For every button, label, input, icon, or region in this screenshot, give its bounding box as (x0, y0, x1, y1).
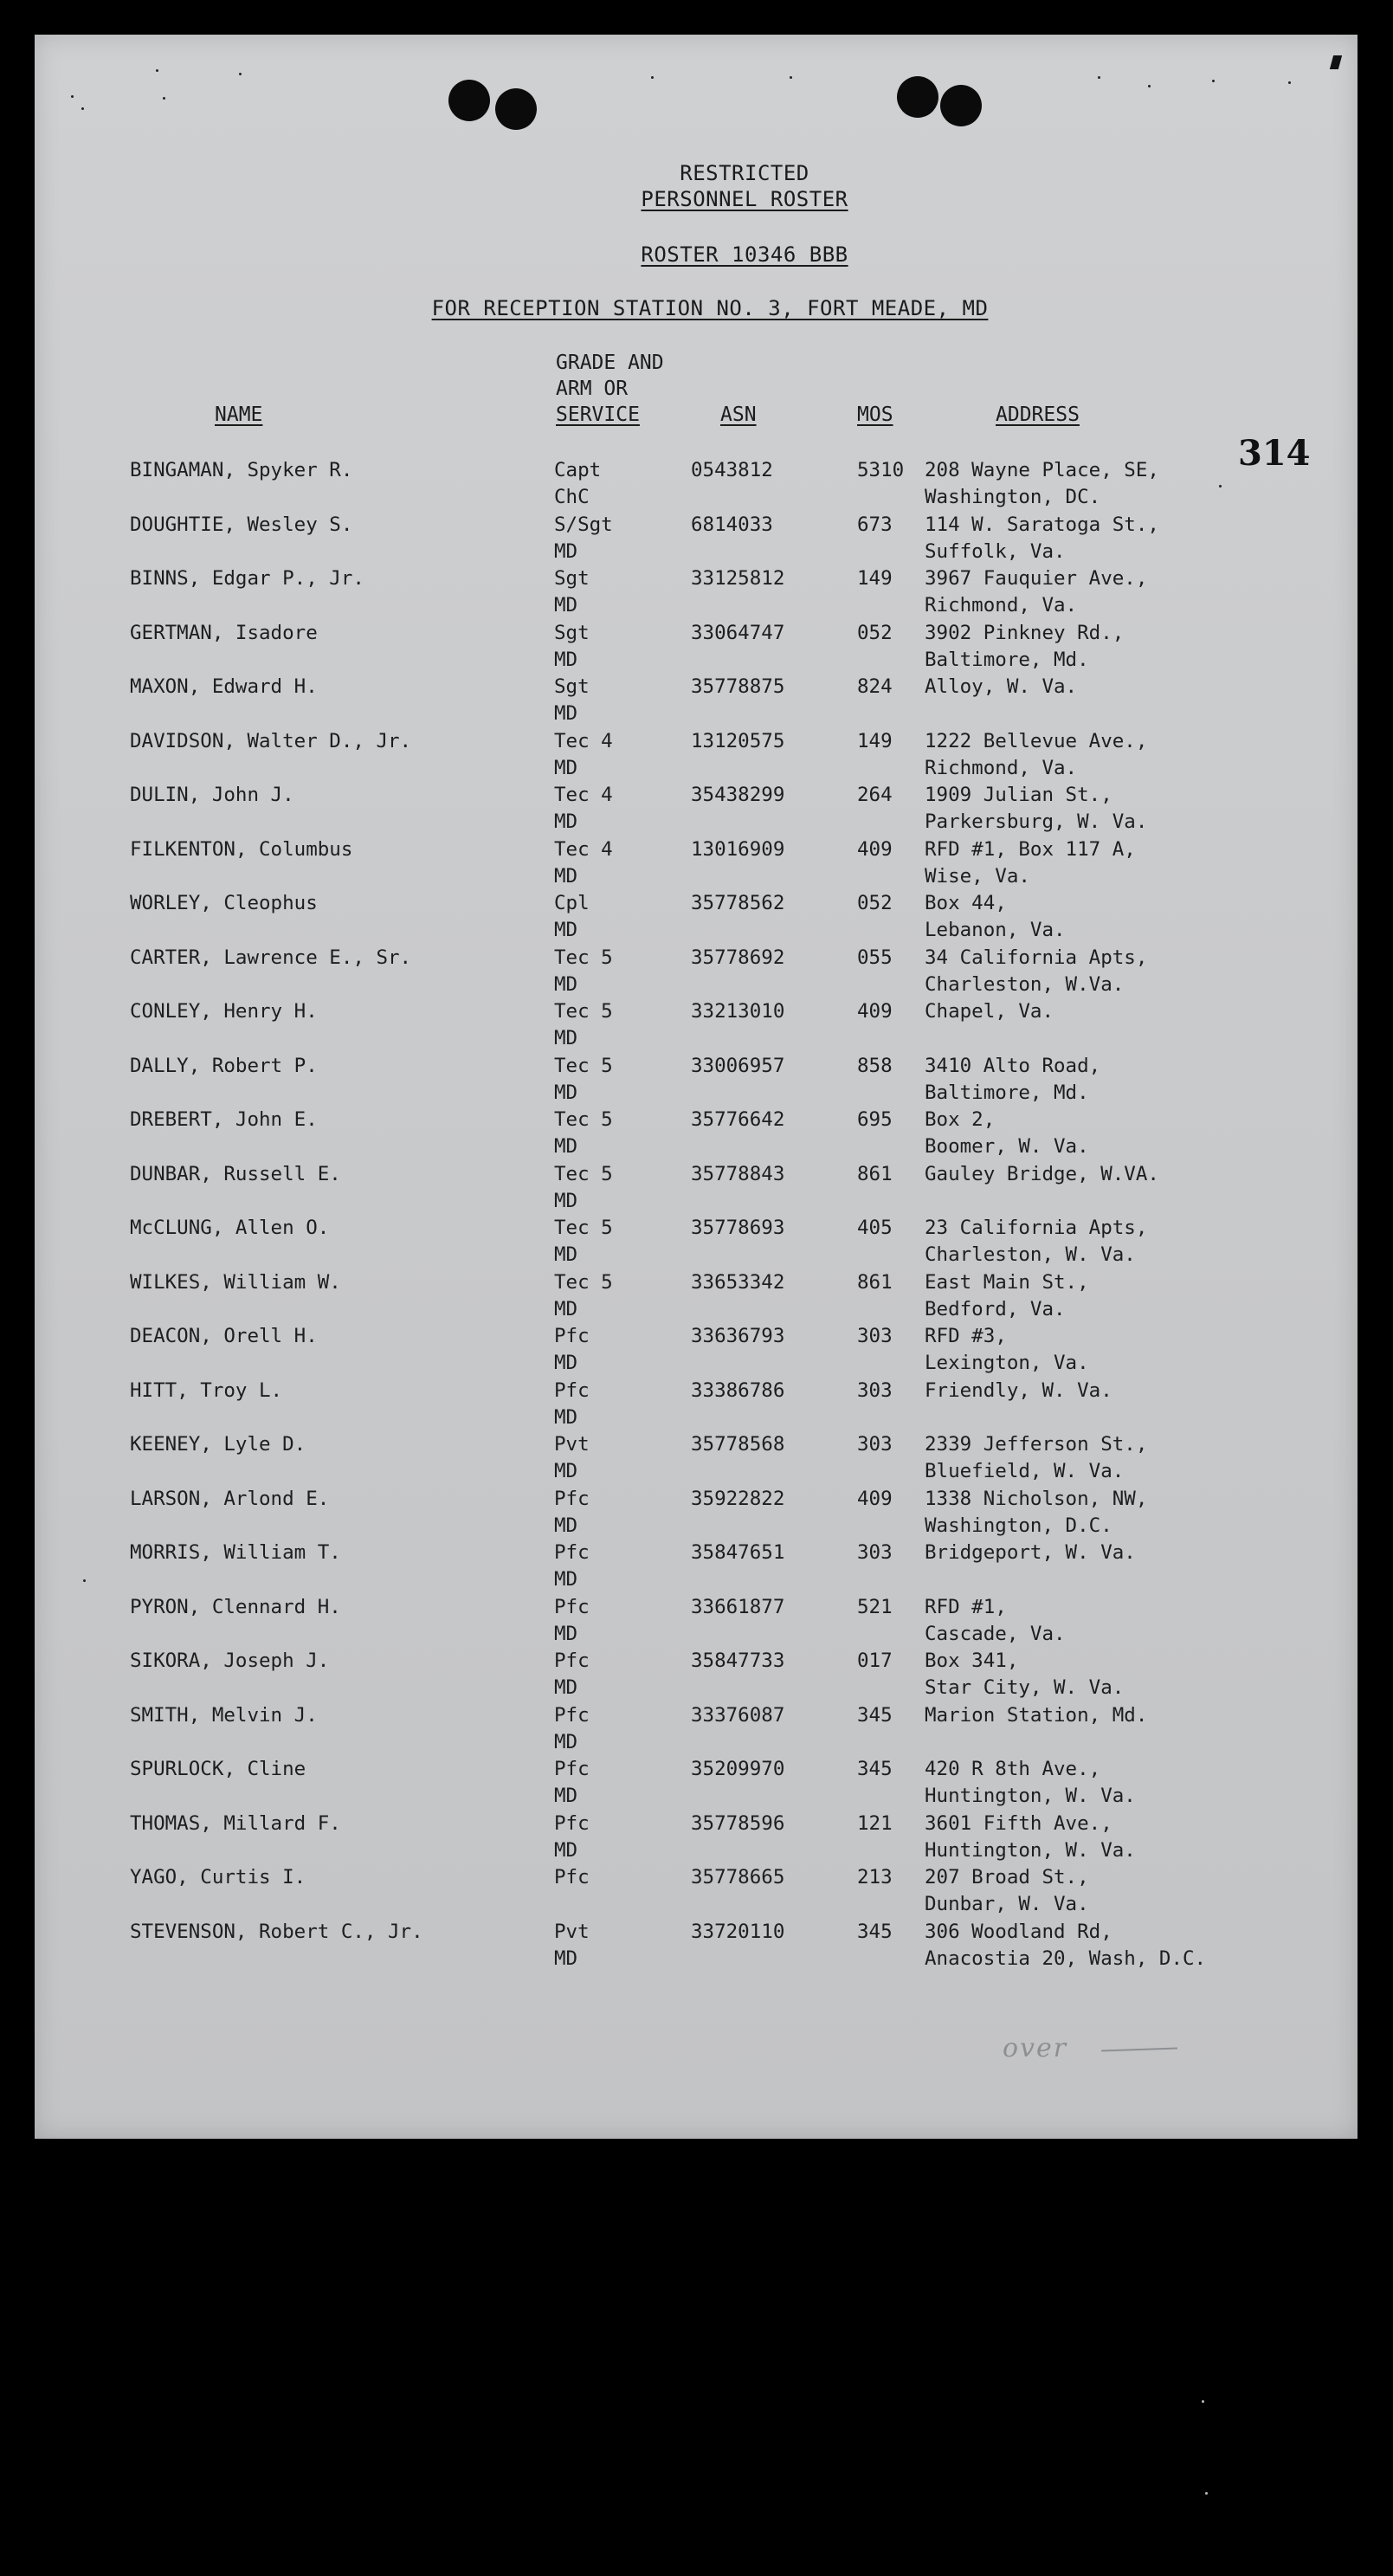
address-line-1: 3410 Alto Road, (925, 1055, 1101, 1077)
address-line-2: Suffolk, Va. (925, 540, 1066, 563)
grade-value: Tec 4 (554, 838, 613, 861)
address-cell (925, 945, 1147, 998)
address-line-1: RFD #1, (925, 1596, 1007, 1618)
grade-value: Pfc (554, 1650, 590, 1672)
grade-cell (554, 890, 590, 944)
grade-value: Tec 5 (554, 1217, 613, 1239)
table-row (35, 1648, 1358, 1701)
address-line-2: Huntington, W. Va. (925, 1785, 1136, 1807)
service-value: ChC (554, 486, 590, 508)
asn-cell: 35847733 (691, 1650, 785, 1672)
address-line-1: 3601 Fifth Ave., (925, 1812, 1112, 1835)
mos-cell: 345 (857, 1758, 893, 1780)
roster-table (35, 35, 1358, 2139)
grade-cell (554, 620, 590, 674)
grade-value: Pfc (554, 1866, 590, 1888)
service-value: MD (554, 1623, 578, 1645)
grade-value: Pfc (554, 1325, 590, 1347)
grade-value: Sgt (554, 622, 590, 644)
grade-value: Pvt (554, 1921, 590, 1943)
address-line-2: Anacostia 20, Wash, D.C. (925, 1947, 1207, 1970)
grade-cell (554, 836, 613, 890)
name-cell: KEENEY, Lyle D. (130, 1433, 306, 1456)
name-cell: GERTMAN, Isadore (130, 622, 318, 644)
address-line-1: 3902 Pinkney Rd., (925, 622, 1125, 644)
address-line-2: Bedford, Va. (925, 1298, 1066, 1320)
table-row (35, 512, 1358, 565)
address-line-1: 306 Woodland Rd, (925, 1921, 1112, 1943)
service-value: MD (554, 1352, 578, 1374)
address-line-2: Star City, W. Va. (925, 1676, 1125, 1699)
service-value: MD (554, 1676, 578, 1699)
name-cell: DULIN, John J. (130, 784, 294, 806)
asn-cell: 33386786 (691, 1379, 785, 1402)
grade-value: Tec 4 (554, 784, 613, 806)
service-value: MD (554, 1243, 578, 1266)
grade-value: Pfc (554, 1812, 590, 1835)
grade-cell (554, 1919, 590, 1972)
table-row (35, 674, 1358, 727)
asn-cell: 35847651 (691, 1541, 785, 1564)
name-cell: BINGAMAN, Spyker R. (130, 459, 353, 481)
table-row (35, 1811, 1358, 1864)
grade-value: Tec 5 (554, 1108, 613, 1131)
asn-cell: 33661877 (691, 1596, 785, 1618)
address-line-2: Washington, D.C. (925, 1514, 1112, 1537)
address-cell (925, 1919, 1206, 1972)
name-cell: SMITH, Melvin J. (130, 1704, 318, 1727)
address-cell (925, 1594, 1066, 1648)
service-value: MD (554, 865, 578, 888)
page-number: 314 (1238, 433, 1311, 474)
address-cell (925, 512, 1159, 565)
service-value: MD (554, 1406, 578, 1429)
address-line-1: 2339 Jefferson St., (925, 1433, 1148, 1456)
name-cell: FILKENTON, Columbus (130, 838, 353, 861)
address-cell (925, 728, 1147, 782)
address-cell (925, 1702, 1147, 1729)
grade-cell (554, 1323, 590, 1377)
mos-cell: 695 (857, 1108, 893, 1131)
grade-value: Capt (554, 459, 602, 481)
asn-cell: 13120575 (691, 730, 785, 752)
address-cell (925, 1107, 1089, 1160)
asn-cell: 13016909 (691, 838, 785, 861)
address-line-2: Washington, DC. (925, 486, 1101, 508)
table-row (35, 565, 1358, 619)
table-row (35, 457, 1358, 511)
service-value: MD (554, 1135, 578, 1158)
address-cell (925, 565, 1147, 619)
address-line-1: 23 California Apts, (925, 1217, 1148, 1239)
name-cell: PYRON, Clennard H. (130, 1596, 341, 1618)
address-line-2: Bluefield, W. Va. (925, 1460, 1125, 1482)
address-line-2: Richmond, Va. (925, 594, 1078, 617)
mos-cell: 5310 (857, 459, 905, 481)
service-value: MD (554, 1298, 578, 1320)
grade-cell (554, 1161, 613, 1215)
mos-cell: 409 (857, 1000, 893, 1023)
service-value: MD (554, 1081, 578, 1104)
grade-value: Pfc (554, 1758, 590, 1780)
address-cell (925, 1053, 1100, 1107)
address-line-2: Huntington, W. Va. (925, 1839, 1136, 1862)
address-line-1: 114 W. Saratoga St., (925, 513, 1159, 536)
mos-cell: 858 (857, 1055, 893, 1077)
mos-cell: 861 (857, 1163, 893, 1185)
name-cell: DREBERT, John E. (130, 1108, 318, 1131)
service-value: MD (554, 1514, 578, 1537)
address-line-2: Lexington, Va. (925, 1352, 1089, 1374)
name-cell: LARSON, Arlond E. (130, 1488, 330, 1510)
grade-value: Tec 5 (554, 1163, 613, 1185)
table-row (35, 1107, 1358, 1160)
service-value: MD (554, 1947, 578, 1970)
address-cell (925, 620, 1124, 674)
address-cell (925, 1269, 1089, 1323)
asn-cell: 0543812 (691, 459, 773, 481)
address-line-1: 420 R 8th Ave., (925, 1758, 1101, 1780)
grade-header-line-1: GRADE AND (556, 352, 664, 374)
service-value: MD (554, 919, 578, 941)
asn-cell: 33125812 (691, 567, 785, 590)
table-row (35, 1540, 1358, 1593)
service-value: MD (554, 594, 578, 617)
asn-cell: 33006957 (691, 1055, 785, 1077)
grade-value: Pvt (554, 1433, 590, 1456)
grade-value: Pfc (554, 1541, 590, 1564)
name-cell: DAVIDSON, Walter D., Jr. (130, 730, 412, 752)
mos-cell: 264 (857, 784, 893, 806)
table-row (35, 998, 1358, 1052)
address-line-1: East Main St., (925, 1271, 1089, 1294)
address-cell (925, 782, 1147, 836)
grade-cell (554, 1107, 613, 1160)
name-cell: BINNS, Edgar P., Jr. (130, 567, 364, 590)
grade-value: Pfc (554, 1488, 590, 1510)
name-cell: WILKES, William W. (130, 1271, 341, 1294)
grade-value: Tec 5 (554, 946, 613, 969)
grade-cell (554, 945, 613, 998)
address-cell (925, 998, 1054, 1025)
grade-cell (554, 782, 613, 836)
address-line-1: Chapel, Va. (925, 1000, 1054, 1023)
grade-value: Cpl (554, 892, 590, 914)
grade-value: Tec 5 (554, 1000, 613, 1023)
service-value: MD (554, 810, 578, 833)
asn-cell: 33376087 (691, 1704, 785, 1727)
address-cell (925, 890, 1066, 944)
address-line-2: Charleston, W.Va. (925, 973, 1125, 996)
asn-cell: 35778568 (691, 1433, 785, 1456)
address-line-1: 1222 Bellevue Ave., (925, 730, 1148, 752)
address-line-2: Baltimore, Md. (925, 649, 1089, 671)
asn-cell: 35778693 (691, 1217, 785, 1239)
grade-value: Tec 4 (554, 730, 613, 752)
address-cell (925, 674, 1077, 700)
restricted-heading: RESTRICTED (680, 161, 809, 185)
mos-cell: 121 (857, 1812, 893, 1835)
address-line-1: 208 Wayne Place, SE, (925, 459, 1159, 481)
address-line-2: Boomer, W. Va. (925, 1135, 1089, 1158)
address-line-2: Charleston, W. Va. (925, 1243, 1136, 1266)
roster-number: ROSTER 10346 BBB (641, 242, 848, 267)
name-cell: STEVENSON, Robert C., Jr. (130, 1921, 423, 1943)
address-line-2: Baltimore, Md. (925, 1081, 1089, 1104)
mos-cell: 213 (857, 1866, 893, 1888)
mos-cell: 405 (857, 1217, 893, 1239)
address-cell (925, 1648, 1124, 1701)
service-value: MD (554, 702, 578, 725)
asn-cell: 33653342 (691, 1271, 785, 1294)
grade-cell (554, 1053, 613, 1107)
asn-cell: 35209970 (691, 1758, 785, 1780)
address-line-1: Gauley Bridge, W.VA. (925, 1163, 1159, 1185)
asn-cell: 33636793 (691, 1325, 785, 1347)
asn-cell: 35778562 (691, 892, 785, 914)
address-cell (925, 1756, 1136, 1810)
address-line-1: 1909 Julian St., (925, 784, 1112, 806)
scan-dot (1205, 2492, 1208, 2495)
mos-cell: 303 (857, 1379, 893, 1402)
address-line-2: Parkersburg, W. Va. (925, 810, 1148, 833)
asn-cell: 35778875 (691, 675, 785, 698)
table-row (35, 1702, 1358, 1756)
asn-cell: 33064747 (691, 622, 785, 644)
column-header-asn: ASN (720, 404, 757, 426)
address-cell (925, 1431, 1147, 1485)
name-cell: DUNBAR, Russell E. (130, 1163, 341, 1185)
table-row (35, 1594, 1358, 1648)
address-line-1: 207 Broad St., (925, 1866, 1089, 1888)
address-line-1: Box 2, (925, 1108, 996, 1131)
address-line-1: 3967 Fauquier Ave., (925, 567, 1148, 590)
grade-cell (554, 674, 590, 727)
table-row (35, 1323, 1358, 1377)
service-value: MD (554, 1027, 578, 1049)
grade-cell (554, 1594, 590, 1648)
address-cell (925, 836, 1136, 890)
grade-cell (554, 1378, 590, 1431)
asn-cell: 35438299 (691, 784, 785, 806)
name-cell: SIKORA, Joseph J. (130, 1650, 330, 1672)
table-row (35, 1269, 1358, 1323)
service-value: MD (554, 1460, 578, 1482)
name-cell: MORRIS, William T. (130, 1541, 341, 1564)
name-cell: CONLEY, Henry H. (130, 1000, 318, 1023)
name-cell: SPURLOCK, Cline (130, 1758, 306, 1780)
grade-cell (554, 998, 613, 1052)
address-line-1: Marion Station, Md. (925, 1704, 1148, 1727)
address-cell (925, 1811, 1136, 1864)
address-cell (925, 1215, 1147, 1269)
service-value: MD (554, 973, 578, 996)
grade-value: Pfc (554, 1379, 590, 1402)
mos-cell: 861 (857, 1271, 893, 1294)
table-row (35, 728, 1358, 782)
address-line-2: Lebanon, Va. (925, 919, 1066, 941)
table-row (35, 945, 1358, 998)
grade-cell (554, 1648, 590, 1701)
asn-cell: 35778692 (691, 946, 785, 969)
mos-cell: 409 (857, 838, 893, 861)
grade-header-line-2: ARM OR (556, 378, 629, 400)
mos-cell: 055 (857, 946, 893, 969)
roster-title: PERSONNEL ROSTER (641, 187, 848, 211)
table-row (35, 1486, 1358, 1540)
service-value: MD (554, 1839, 578, 1862)
name-cell: HITT, Troy L. (130, 1379, 283, 1402)
table-row (35, 836, 1358, 890)
name-cell: THOMAS, Millard F. (130, 1812, 341, 1835)
name-cell: McCLUNG, Allen O. (130, 1217, 330, 1239)
column-header-mos: MOS (857, 404, 893, 426)
grade-cell (554, 1540, 590, 1593)
asn-cell: 33720110 (691, 1921, 785, 1943)
asn-cell: 35922822 (691, 1488, 785, 1510)
grade-cell (554, 1811, 590, 1864)
grade-cell (554, 1431, 590, 1485)
name-cell: DALLY, Robert P. (130, 1055, 318, 1077)
address-line-1: Bridgeport, W. Va. (925, 1541, 1136, 1564)
asn-cell: 35778843 (691, 1163, 785, 1185)
service-value: MD (554, 540, 578, 563)
service-value: MD (554, 1568, 578, 1591)
address-line-1: RFD #3, (925, 1325, 1007, 1347)
grade-cell (554, 728, 613, 782)
grade-value: Pfc (554, 1596, 590, 1618)
document-page (35, 35, 1358, 2139)
address-cell (925, 1486, 1147, 1540)
asn-cell: 35778665 (691, 1866, 785, 1888)
table-row (35, 620, 1358, 674)
grade-cell (554, 512, 613, 565)
grade-cell (554, 1756, 590, 1810)
address-line-1: 1338 Nicholson, NW, (925, 1488, 1148, 1510)
address-line-2: Dunbar, W. Va. (925, 1893, 1089, 1915)
asn-cell: 35776642 (691, 1108, 785, 1131)
mos-cell: 052 (857, 622, 893, 644)
table-row (35, 782, 1358, 836)
table-row (35, 890, 1358, 944)
name-cell: MAXON, Edward H. (130, 675, 318, 698)
address-cell (925, 1323, 1089, 1377)
address-line-1: Box 44, (925, 892, 1007, 914)
service-value: MD (554, 649, 578, 671)
mos-cell: 303 (857, 1325, 893, 1347)
address-line-1: RFD #1, Box 117 A, (925, 838, 1136, 861)
table-row (35, 1919, 1358, 1972)
mos-cell: 149 (857, 567, 893, 590)
grade-cell (554, 1215, 613, 1269)
grade-value: Sgt (554, 567, 590, 590)
mos-cell: 345 (857, 1921, 893, 1943)
address-line-1: Alloy, W. Va. (925, 675, 1078, 698)
grade-cell (554, 1269, 613, 1323)
table-row (35, 1378, 1358, 1431)
address-line-2: Wise, Va. (925, 865, 1030, 888)
table-row (35, 1756, 1358, 1810)
address-cell (925, 457, 1159, 511)
scan-dot (1202, 2400, 1204, 2403)
grade-cell (554, 565, 590, 619)
mos-cell: 303 (857, 1433, 893, 1456)
handwritten-note: over (1003, 2033, 1068, 2063)
grade-cell (554, 1486, 590, 1540)
address-line-2: Richmond, Va. (925, 757, 1078, 779)
address-cell (925, 1378, 1112, 1404)
address-cell (925, 1161, 1159, 1188)
asn-cell: 35778596 (691, 1812, 785, 1835)
address-line-2: Cascade, Va. (925, 1623, 1066, 1645)
service-value: MD (554, 1731, 578, 1753)
grade-header-line-3: SERVICE (556, 404, 640, 426)
name-cell: CARTER, Lawrence E., Sr. (130, 946, 412, 969)
grade-cell (554, 457, 601, 511)
table-row (35, 1161, 1358, 1215)
station-line: FOR RECEPTION STATION NO. 3, FORT MEADE, MD (431, 296, 989, 320)
grade-cell (554, 1864, 590, 1891)
name-cell: DEACON, Orell H. (130, 1325, 318, 1347)
service-value: MD (554, 1785, 578, 1807)
name-cell: DOUGHTIE, Wesley S. (130, 513, 353, 536)
mos-cell: 303 (857, 1541, 893, 1564)
table-row (35, 1864, 1358, 1918)
address-line-1: 34 California Apts, (925, 946, 1148, 969)
table-row (35, 1215, 1358, 1269)
address-cell (925, 1864, 1089, 1918)
mos-cell: 409 (857, 1488, 893, 1510)
address-cell (925, 1540, 1136, 1566)
grade-cell (554, 1702, 590, 1756)
mos-cell: 345 (857, 1704, 893, 1727)
grade-value: Sgt (554, 675, 590, 698)
grade-value: S/Sgt (554, 513, 613, 536)
mos-cell: 149 (857, 730, 893, 752)
address-line-1: Box 341, (925, 1650, 1019, 1672)
mos-cell: 052 (857, 892, 893, 914)
mos-cell: 673 (857, 513, 893, 536)
grade-value: Tec 5 (554, 1055, 613, 1077)
column-header-address: ADDRESS (996, 404, 1080, 426)
service-value: MD (554, 757, 578, 779)
asn-cell: 6814033 (691, 513, 773, 536)
grade-value: Pfc (554, 1704, 590, 1727)
asn-cell: 33213010 (691, 1000, 785, 1023)
name-cell: YAGO, Curtis I. (130, 1866, 306, 1888)
service-value: MD (554, 1190, 578, 1212)
mos-cell: 017 (857, 1650, 893, 1672)
mos-cell: 824 (857, 675, 893, 698)
address-line-1: Friendly, W. Va. (925, 1379, 1112, 1402)
mos-cell: 521 (857, 1596, 893, 1618)
grade-value: Tec 5 (554, 1271, 613, 1294)
name-cell: WORLEY, Cleophus (130, 892, 318, 914)
table-row (35, 1431, 1358, 1485)
table-row (35, 1053, 1358, 1107)
column-header-name: NAME (215, 404, 263, 426)
